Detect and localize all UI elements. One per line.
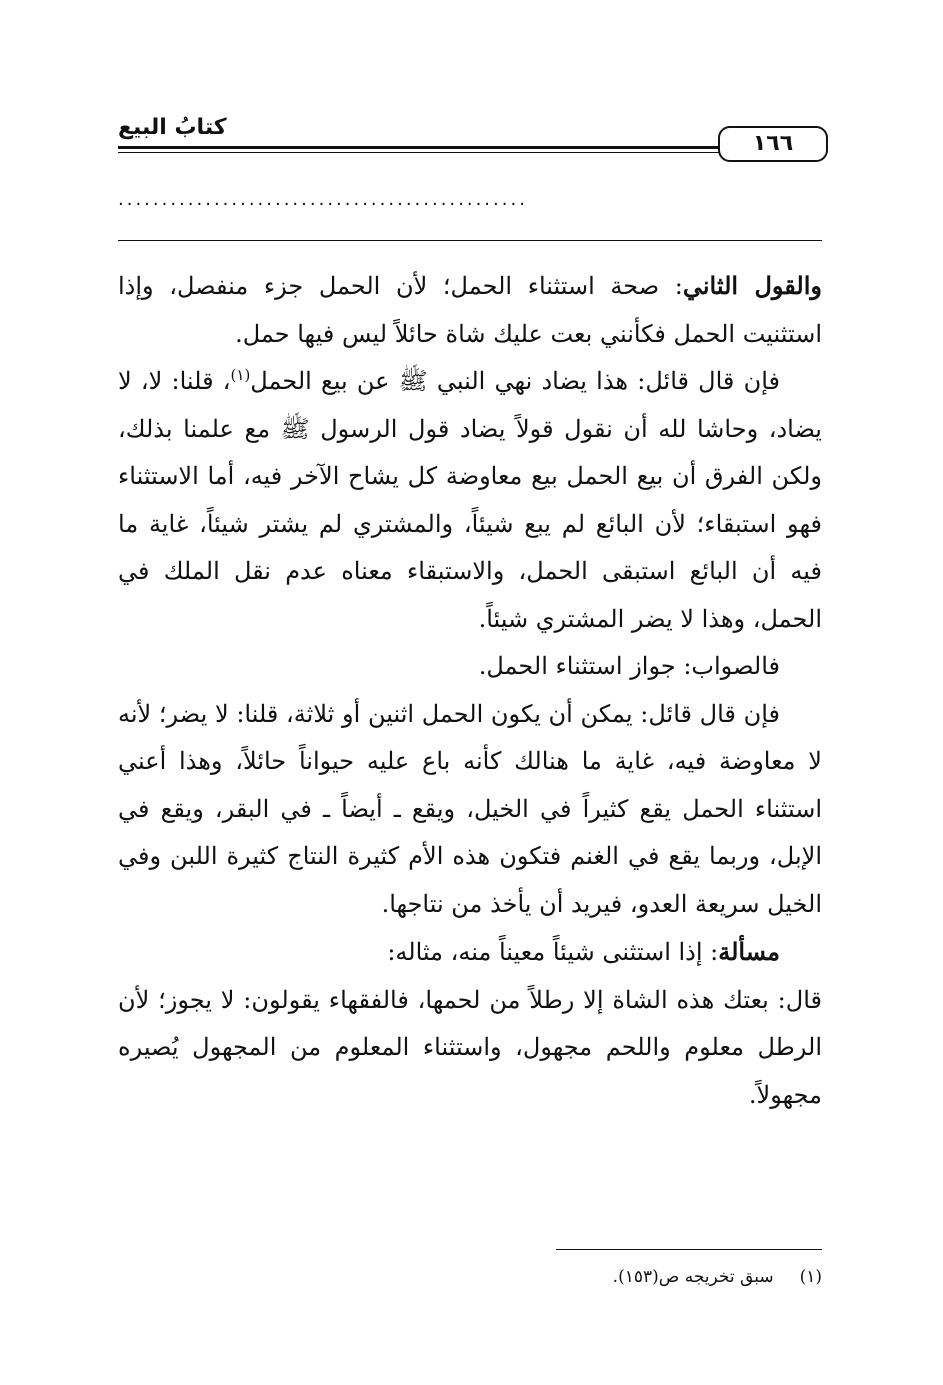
- footnote-rule: [556, 1249, 822, 1250]
- paragraph-3: [118, 643, 822, 691]
- main-text: [118, 262, 822, 1119]
- paragraph-text: فإن قال قائل: يمكن أن يكون الحمل اثنين أو ثلاثة، قلنا: لا يضر؛ لأنه لا معاوضة فيه، غاية ما هنالك كأنه باع عليه حيواناً حائلاً، وهذا أعني استثناء الحمل يقع كثيراً في الخيل، ويقع ـ أيضاً ـ في البقر، ويقع في الإبل، وربما يقع في الغنم فتكون هذه الأم كثيرة النتاج كثيرة اللبن وفي الخيل سريعة العدو، فيريد أن يأخذ من نتاجها.: [118, 699, 822, 918]
- footnote-marker: (١): [799, 1267, 822, 1287]
- paragraph-text: قال: بعتك هذه الشاة إلا رطلاً من لحمها، فالفقهاء يقولون: لا يجوز؛ لأن الرطل معلوم واللحم مجهول، واستثناء المعلوم من المجهول يُصيره مجهولاً.: [118, 985, 822, 1109]
- paragraph-1: [118, 262, 822, 358]
- paragraph-5: [118, 928, 822, 977]
- paragraph-text: ، قلنا: لا، لا يضاد، وحاشا لله أن نقول قولاً يضاد قول الرسول ﷺ مع علمنا بذلك، ولكن الفرق أن بيع الحمل بيع معاوضة كل يشاح الآخر فيه، أما الاستثناء فهو استبقاء؛ لأن البائع لم يبع شيئاً، والمشتري لم يشتر شيئاً، غاية ما فيه أن البائع استبقى الحمل، والاستبقاء معناه عدم نقل الملك في الحمل، وهذا لا يضر المشتري شيئاً.: [118, 367, 822, 633]
- paragraph-text: فالصواب: جواز استثناء الحمل.: [478, 652, 780, 680]
- footnote: [118, 1262, 822, 1292]
- paragraph-text: : إذا استثنى شيئاً معيناً منه، مثاله:: [387, 938, 719, 966]
- book-title: كتابُ البيع: [118, 112, 237, 144]
- paragraph-text: فإن قال قائل: هذا يضاد نهي النبي ﷺ عن بيع الحمل: [250, 367, 781, 395]
- paragraph-2: [118, 358, 822, 643]
- footnote-text: سبق تخريجه ص(١٥٣).: [612, 1267, 774, 1287]
- separator-dots: ...............................................: [118, 190, 528, 210]
- content-top-rule: [118, 240, 822, 241]
- page-header: [118, 112, 822, 162]
- page-number: ١٦٦: [718, 126, 828, 162]
- paragraph-6: [118, 977, 822, 1120]
- paragraph-4: [118, 691, 822, 929]
- header-rule-thin: [118, 152, 822, 153]
- header-rule-thick: [118, 146, 822, 149]
- paragraph-text: : صحة استثناء الحمل؛ لأن الحمل جزء منفصل، وإذا استثنيت الحمل فكأنني بعت عليك شاة حائلاً ليس فيها حمل.: [118, 272, 822, 348]
- paragraph-lead: مسألة: [718, 937, 780, 966]
- paragraph-lead: والقول الثاني: [682, 271, 822, 300]
- footnote-reference[interactable]: (١): [230, 366, 251, 384]
